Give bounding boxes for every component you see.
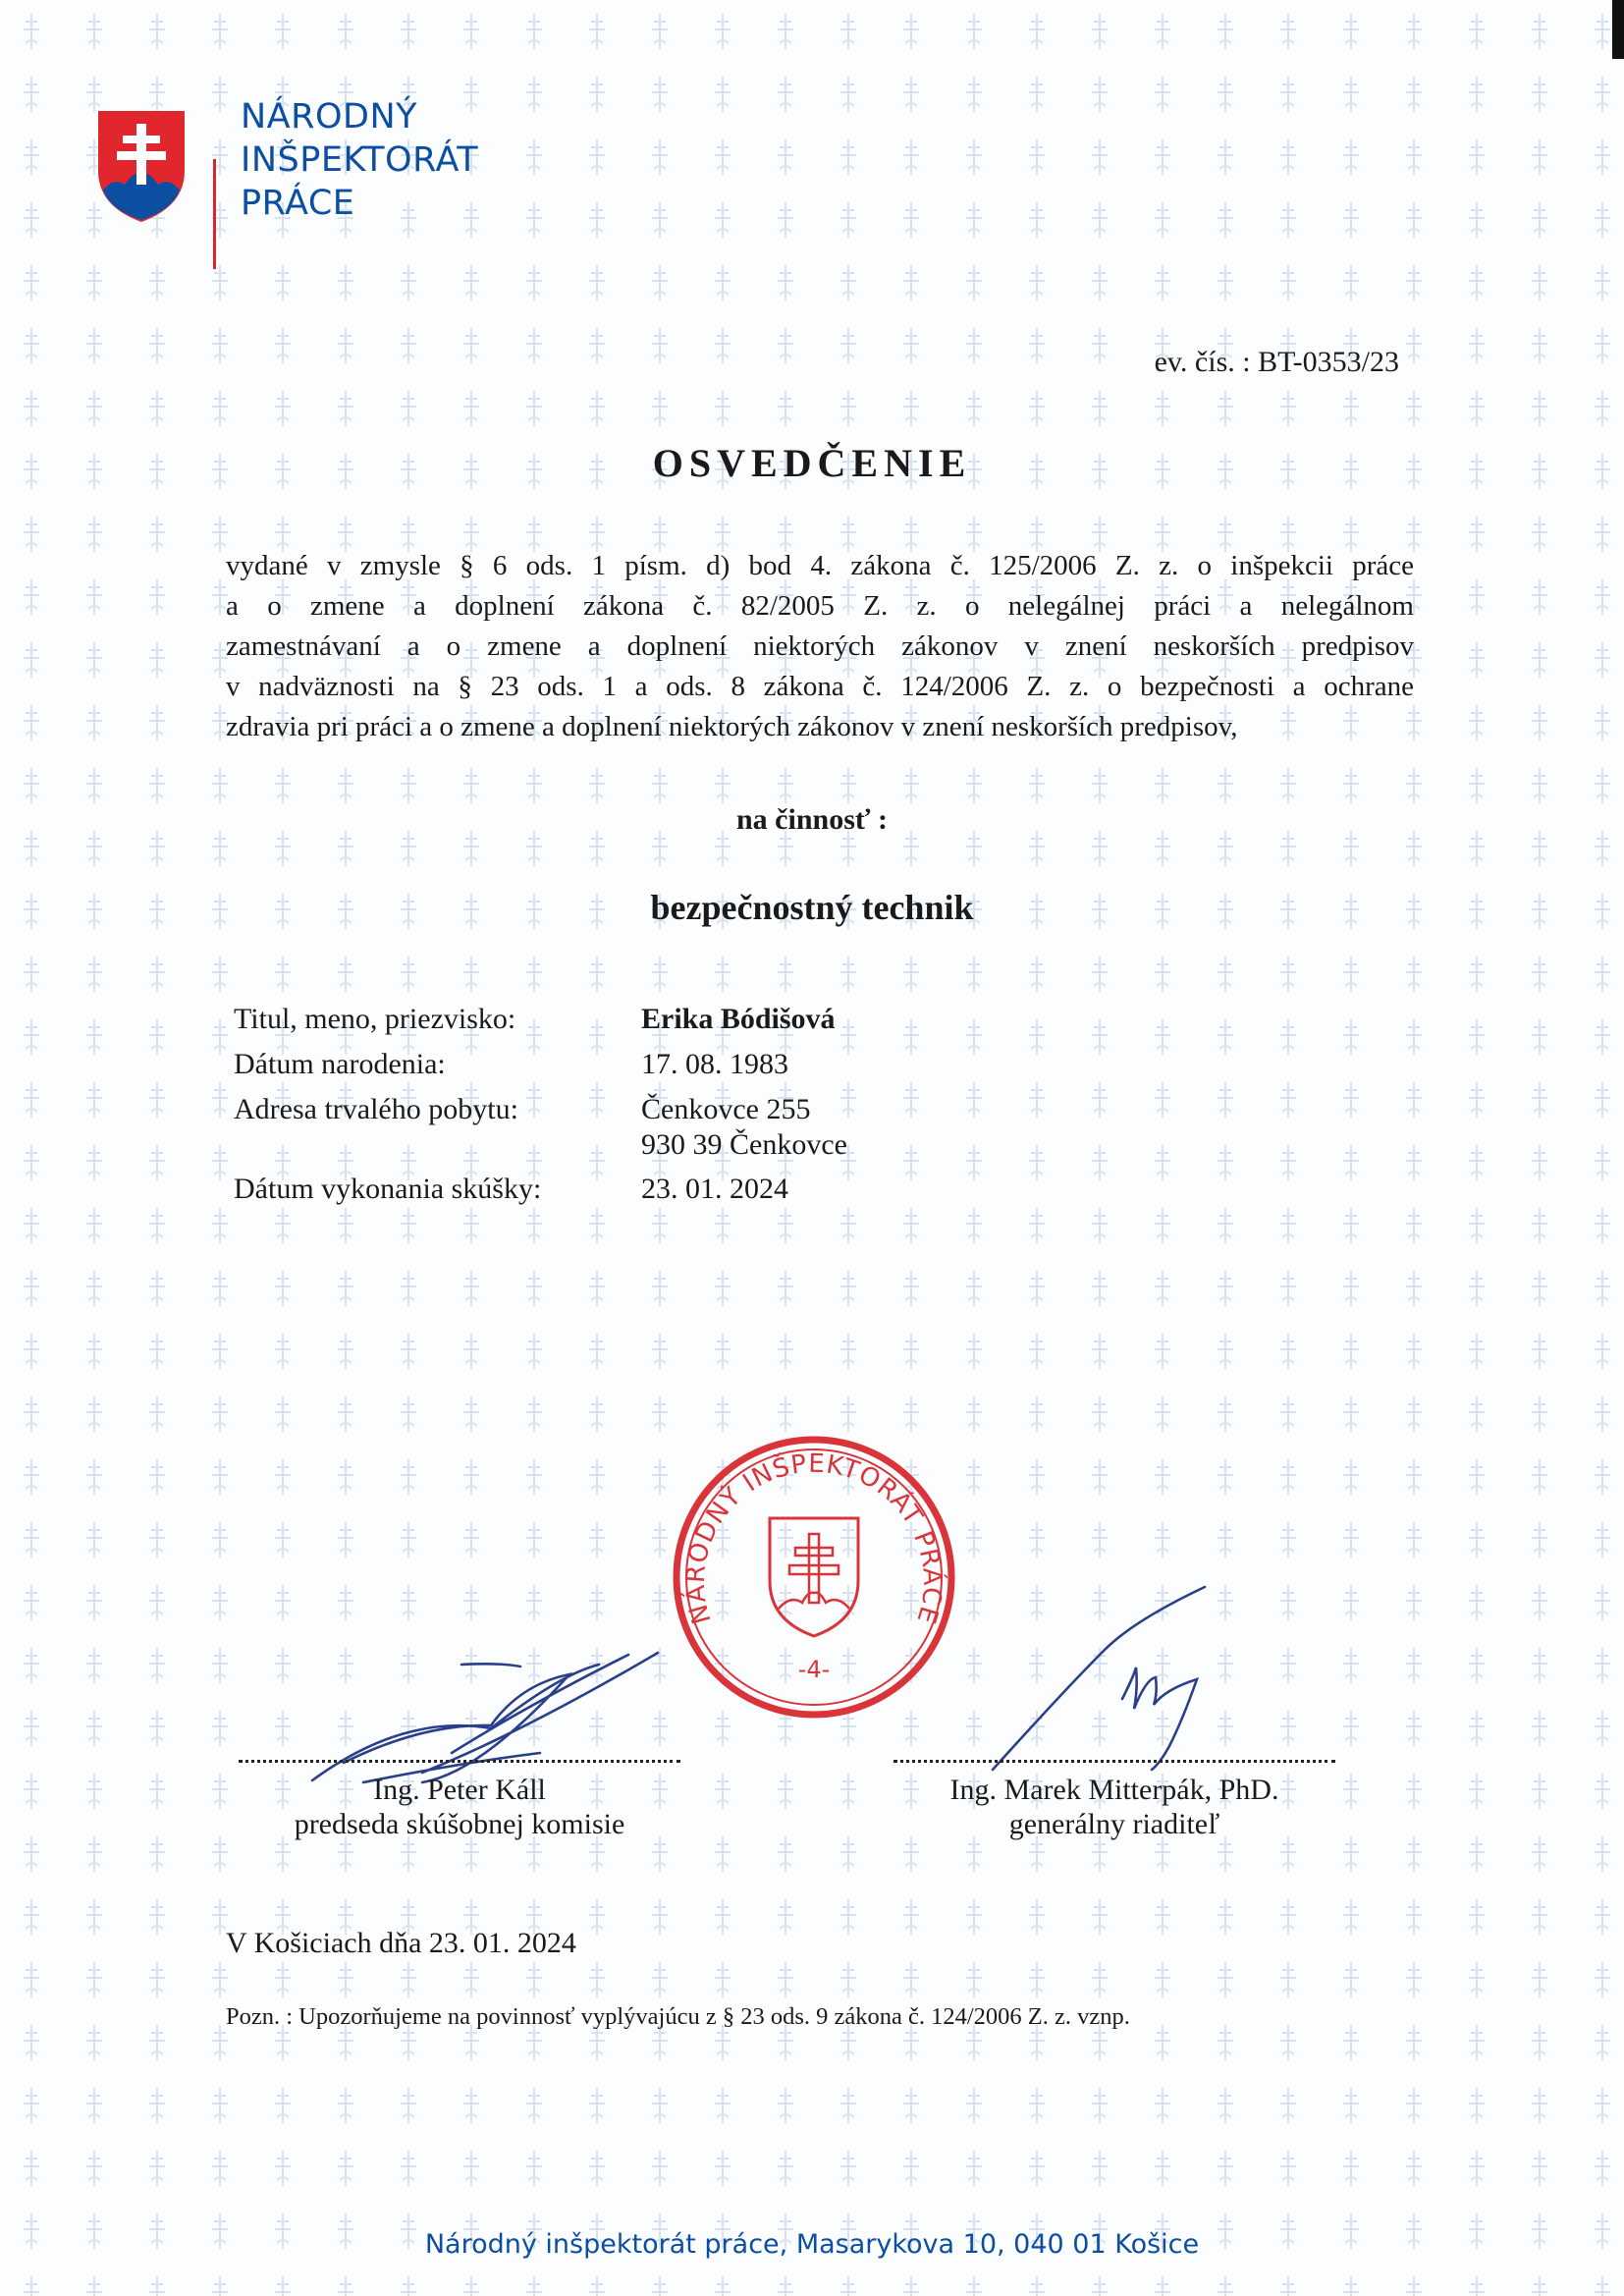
address-line-1: Čenkovce 255 xyxy=(641,1093,811,1125)
birth-date-value: 17. 08. 1983 xyxy=(641,1048,788,1080)
logo-divider xyxy=(213,159,216,269)
note: Pozn. : Upozorňujeme na povinnosť vyplývajúcu z § 23 ods. 9 zákona č. 124/2006 Z. z. vznp. xyxy=(226,2003,1130,2030)
scan-edge-mark xyxy=(1612,0,1624,59)
body-line: zamestnávaní a o zmene a doplnení niektorých zákonov v znení neskorších predpisov xyxy=(226,630,1414,662)
org-name-line-3: PRÁCE xyxy=(241,184,355,223)
signature-left xyxy=(304,1635,677,1792)
signature-line-left xyxy=(239,1760,680,1763)
birth-date-label: Dátum narodenia: xyxy=(234,1048,446,1080)
body-line: a o zmene a doplnení zákona č. 82/2005 Z. z. o nelegálnej práci a nelegálnom xyxy=(226,590,1414,622)
exam-date-value: 23. 01. 2024 xyxy=(641,1173,788,1205)
body-line: vydané v zmysle § 6 ods. 1 písm. d) bod 4. zákona č. 125/2006 Z. z. o inšpekcii práce xyxy=(226,550,1414,581)
signatory-left-role: predseda skúšobnej komisie xyxy=(294,1808,625,1840)
activity-label: na činnosť : xyxy=(736,803,888,836)
body-line: zdravia pri práci a o zmene a doplnení niektorých zákonov v znení neskorších predpisov, xyxy=(226,711,1238,742)
document-title: OSVEDČENIE xyxy=(652,441,972,485)
org-name-line-2: INŠPEKTORÁT xyxy=(241,140,479,180)
stamp-ring-text: NÁRODNÝ INŠPEKTORÁT PRÁCE xyxy=(680,1449,947,1628)
address-line-2: 930 39 Čenkovce xyxy=(641,1128,847,1161)
signatory-left-name: Ing. Peter Káll xyxy=(373,1774,546,1806)
signature-right xyxy=(987,1581,1232,1777)
org-name-line-1: NÁRODNÝ xyxy=(241,97,418,137)
body-line: v nadväznosti na § 23 ods. 1 a ods. 8 zákona č. 124/2006 Z. z. o bezpečnosti a ochrane xyxy=(226,671,1414,702)
legal-basis-paragraph xyxy=(226,546,1414,747)
address-label: Adresa trvalého pobytu: xyxy=(234,1093,518,1125)
place-and-date: V Košiciach dňa 23. 01. 2024 xyxy=(226,1927,576,1959)
registration-number: ev. čís. : BT-0353/23 xyxy=(1154,346,1399,378)
official-stamp xyxy=(671,1434,957,1721)
stamp-coat-of-arms-icon xyxy=(770,1518,858,1636)
signatory-right-role: generálny riaditeľ xyxy=(1008,1808,1220,1840)
signatory-right-name: Ing. Marek Mitterpák, PhD. xyxy=(949,1774,1279,1806)
signature-line-right xyxy=(893,1760,1335,1763)
stamp-number: -4- xyxy=(797,1656,831,1683)
name-label: Titul, meno, priezvisko: xyxy=(234,1003,516,1035)
name-value: Erika Bódišová xyxy=(641,1003,836,1035)
exam-date-label: Dátum vykonania skúšky: xyxy=(234,1173,542,1205)
activity-name: bezpečnostný technik xyxy=(650,888,974,927)
footer-address: Národný inšpektorát práce, Masarykova 10, 040 01 Košice xyxy=(424,2229,1200,2260)
slovak-coat-of-arms-icon xyxy=(95,108,188,224)
organization-name xyxy=(241,95,478,225)
